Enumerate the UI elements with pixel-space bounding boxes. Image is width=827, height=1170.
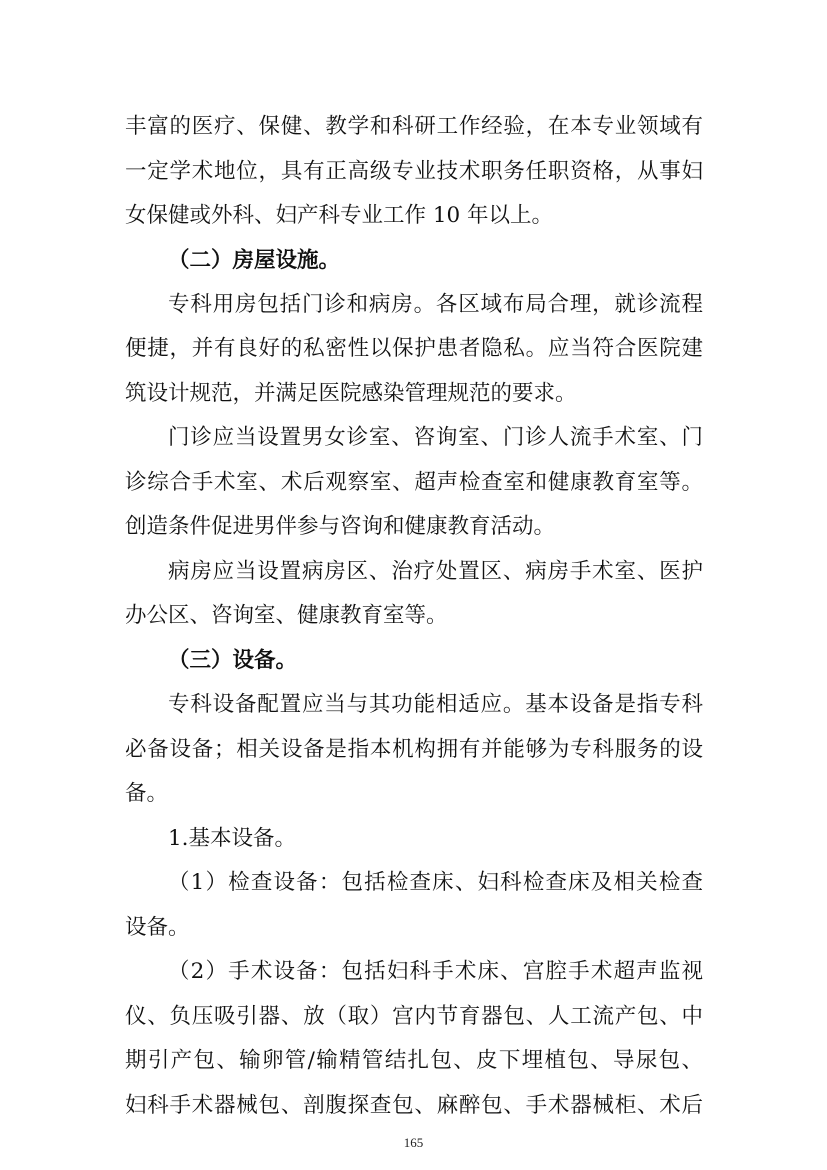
body-text-line: 妇科手术器械包、剖腹探查包、麻醉包、手术器械柜、术后 [125,1093,703,1118]
body-text-line: 备。 [125,781,169,806]
body-text-line: 筑设计规范，并满足医院感染管理规范的要求。 [125,381,577,406]
subsection-heading: 1.基本设备。 [168,826,297,851]
section-heading: （二）房屋设施。 [168,248,341,273]
body-text-line: 期引产包、输卵管/输精管结扎包、皮下埋植包、导尿包、 [125,1048,703,1073]
body-text-line: （2）手术设备：包括妇科手术床、宫腔手术超声监视 [168,959,703,984]
body-text-line: 便捷，并有良好的私密性以保护患者隐私。应当符合医院建 [125,336,703,361]
body-text-line: 专科设备配置应当与其功能相适应。基本设备是指专科 [168,692,703,717]
body-text-line: 必备设备；相关设备是指本机构拥有并能够为专科服务的设 [125,737,703,762]
body-text-line: 一定学术地位，具有正高级专业技术职务任职资格，从事妇 [125,159,703,184]
body-text-line: 门诊应当设置男女诊室、咨询室、门诊人流手术室、门 [168,425,703,450]
body-text-line: 创造条件促进男伴参与咨询和健康教育活动。 [125,514,556,539]
page-number: 165 [403,1135,424,1150]
body-text-line: 设备。 [125,915,190,940]
body-text-line: 女保健或外科、妇产科专业工作 10 年以上。 [125,203,554,228]
body-text-line: 仪、负压吸引器、放（取）宫内节育器包、人工流产包、中 [125,1004,703,1029]
body-text-line: 专科用房包括门诊和病房。各区域布局合理，就诊流程 [168,292,703,317]
body-text-line: 丰富的医疗、保健、教学和科研工作经验，在本专业领域有 [125,114,703,139]
body-text-line: 病房应当设置病房区、治疗处置区、病房手术室、医护 [168,559,703,584]
body-text-line: 诊综合手术室、术后观察室、超声检查室和健康教育室等。 [125,470,703,495]
section-heading: （三）设备。 [168,648,298,673]
body-text-line: 办公区、咨询室、健康教育室等。 [125,603,448,628]
body-text-line: （1）检查设备：包括检查床、妇科检查床及相关检查 [168,870,703,895]
